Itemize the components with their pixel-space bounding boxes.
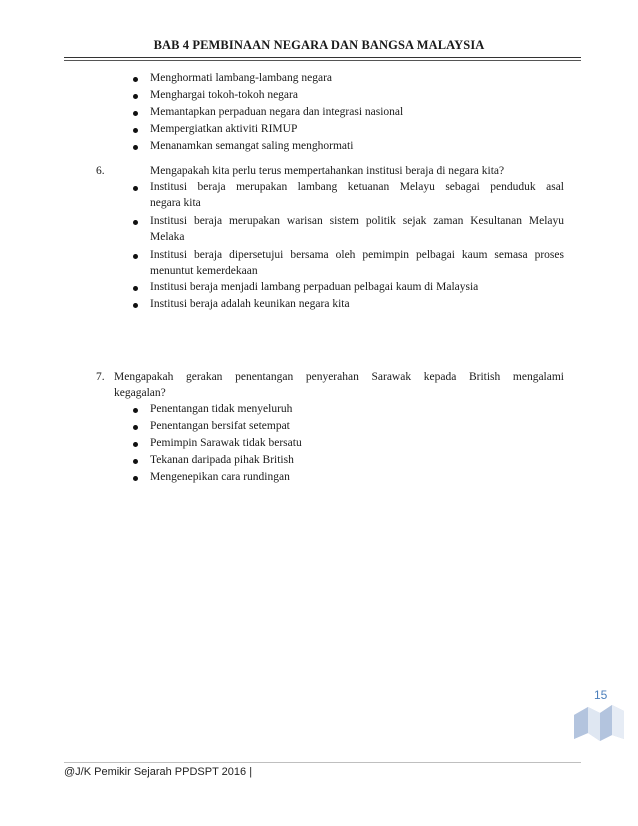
question-7-text: Mengapakah gerakan penentangan penyerahan Sarawak kepada British mengalami kegagalan? (114, 371, 564, 399)
list-item: Pemimpin Sarawak tidak bersatu (150, 436, 550, 453)
list-item: Institusi beraja adalah keunikan negara kita (150, 297, 564, 314)
list-item: Mengenepikan cara rundingan (150, 470, 550, 487)
list-item: Penentangan tidak menyeluruh (150, 402, 550, 419)
bullet-icon (133, 145, 138, 150)
list-item: Memantapkan perpaduan negara dan integrasi nasional (150, 105, 570, 122)
header-rule (64, 57, 581, 58)
list-item: Menanamkan semangat saling menghormati (150, 139, 570, 156)
list-item: Tekanan daripada pihak British (150, 453, 550, 470)
question-6-number: 6. (96, 165, 105, 177)
list-item: Mempergiatkan aktiviti RIMUP (150, 122, 570, 139)
bullet-icon (133, 186, 138, 191)
list-item: Institusi beraja merupakan lambang ketuanan Melayu sebagai penduduk asal negara kita (150, 180, 564, 214)
bullet-icon (133, 408, 138, 413)
list-item: Penentangan bersifat setempat (150, 419, 550, 436)
bullet-icon (133, 111, 138, 116)
bullet-icon (133, 459, 138, 464)
question-7-number: 7. (96, 371, 105, 383)
page-header-title: BAB 4 PEMBINAAN NEGARA DAN BANGSA MALAYSIA (153, 38, 485, 52)
footer-rule (64, 762, 581, 763)
bullet-icon (133, 220, 138, 225)
question-6-text: Mengapakah kita perlu terus mempertahankan institusi beraja di negara kita? (150, 165, 505, 177)
bullet-list-top (150, 71, 570, 156)
bullet-icon (133, 476, 138, 481)
bullet-icon (133, 77, 138, 82)
bullet-icon (133, 303, 138, 308)
list-item: Institusi beraja menjadi lambang perpaduan pelbagai kaum di Malaysia (150, 280, 564, 297)
bullet-icon (133, 286, 138, 291)
list-item: Institusi beraja dipersetujui bersama oleh pemimpin pelbagai kaum semasa proses menuntut kemerdekaan (150, 248, 564, 280)
page-number: 15 (594, 688, 608, 702)
list-item: Menghormati lambang-lambang negara (150, 71, 570, 88)
bullet-icon (133, 128, 138, 133)
header-rule-thin (64, 60, 581, 61)
bullet-icon (133, 254, 138, 259)
question-6-answers (150, 180, 564, 314)
bullet-icon (133, 94, 138, 99)
page-footer: @J/K Pemikir Sejarah PPDSPT 2016 | (64, 766, 253, 778)
question-7-answers (150, 402, 550, 487)
list-item: Institusi beraja merupakan warisan sistem politik sejak zaman Kesultanan Melayu Melaka (150, 214, 564, 248)
bullet-icon (133, 442, 138, 447)
page-corner-decoration (570, 703, 626, 743)
bullet-icon (133, 425, 138, 430)
list-item: Menghargai tokoh-tokoh negara (150, 88, 570, 105)
